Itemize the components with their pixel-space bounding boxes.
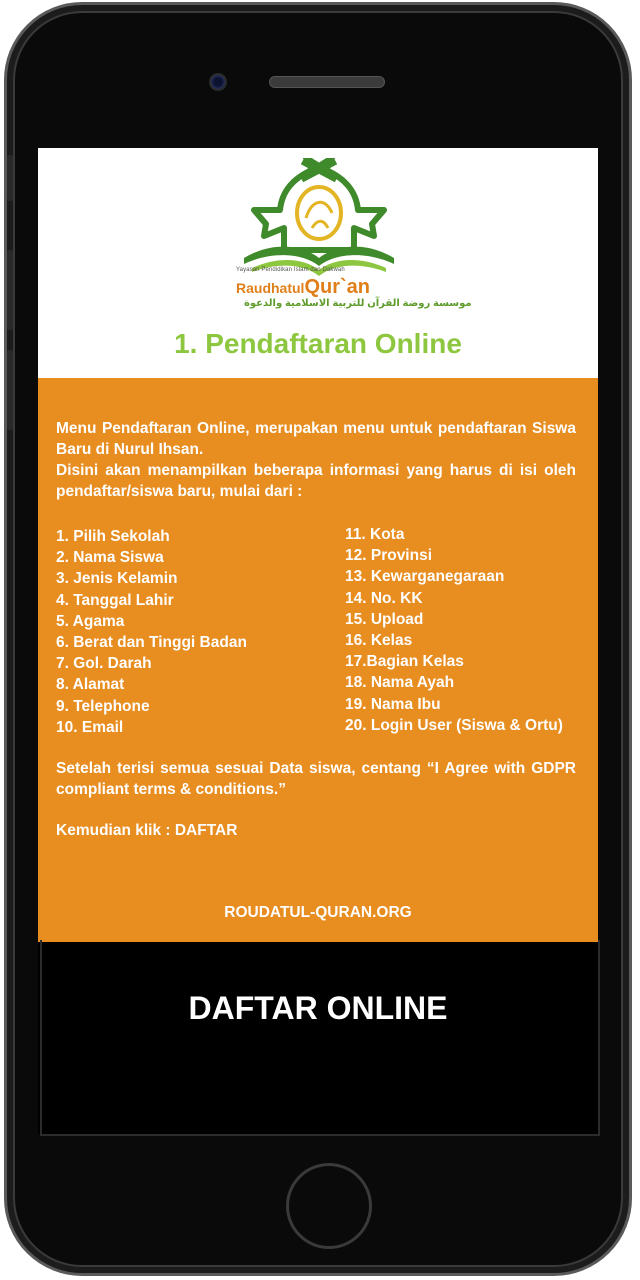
daftar-online-heading: DAFTAR ONLINE <box>188 990 448 1026</box>
list-item: 4. Tanggal Lahir <box>56 591 174 609</box>
list-item: 7. Gol. Darah <box>56 655 152 673</box>
volume-down-button <box>7 350 13 430</box>
page-title: 1. Pendaftaran Online <box>174 328 462 359</box>
list-item: 5. Agama <box>56 612 125 630</box>
list-item: 16. Kelas <box>345 632 413 650</box>
list-item: 8. Alamat <box>56 676 125 694</box>
list-item: 2. Nama Siswa <box>56 549 164 567</box>
list-item: 14. No. KK <box>345 589 423 607</box>
mute-switch <box>7 155 13 201</box>
list-item: 12. Provinsi <box>345 547 433 565</box>
logo-tagline: Yayasan Pendidikan Islam dan Dakwah <box>236 267 345 273</box>
list-item: 3. Jenis Kelamin <box>56 570 178 588</box>
list-item: 10. Email <box>56 718 124 736</box>
list-item: 19. Nama Ibu <box>345 695 441 713</box>
field-list-left <box>56 526 247 738</box>
click-instruction: Kemudian klik : DAFTAR <box>56 822 238 839</box>
list-item: 13. Kewarganegaraan <box>345 568 505 586</box>
screen-bezel <box>40 940 600 1136</box>
front-camera-icon <box>209 73 227 91</box>
logo-brand <box>236 276 370 299</box>
list-item: 1. Pilih Sekolah <box>56 528 170 545</box>
logo-arabic-text: موسسة روضة القرآن للتربية الاسلامية والدعوة <box>244 298 472 309</box>
header-panel <box>38 148 598 378</box>
closing-instruction: Setelah terisi semua sesuai Data siswa, centang “I Agree with GDPR compliant terms & conditions.” <box>56 760 576 798</box>
home-button[interactable] <box>286 1163 372 1249</box>
website-url: ROUDATUL-QURAN.ORG <box>224 904 412 921</box>
logo-brand-big: Qur`an <box>304 276 371 298</box>
info-panel <box>38 378 598 942</box>
list-item: 11. Kota <box>345 526 405 543</box>
intro-paragraph-2: Disini akan menampilkan beberapa informasi yang harus di isi oleh pendaftar/siswa baru, mulai dari : <box>56 462 576 500</box>
earpiece-speaker <box>269 76 385 88</box>
intro-paragraph-1: Menu Pendaftaran Online, merupakan menu untuk pendaftaran Siswa Baru di Nurul Ihsan. <box>56 420 576 458</box>
intro-text <box>56 418 576 502</box>
list-item: 18. Nama Ayah <box>345 674 455 692</box>
list-item: 15. Upload <box>345 610 424 628</box>
list-item: 9. Telephone <box>56 697 150 715</box>
volume-up-button <box>7 250 13 330</box>
logo-brand-small: Raudhatul <box>236 280 305 296</box>
field-list-right <box>345 524 563 736</box>
list-item: 17.Bagian Kelas <box>345 653 464 671</box>
list-item: 6. Berat dan Tinggi Badan <box>56 634 247 652</box>
list-item: 20. Login User (Siswa & Ortu) <box>345 716 563 734</box>
